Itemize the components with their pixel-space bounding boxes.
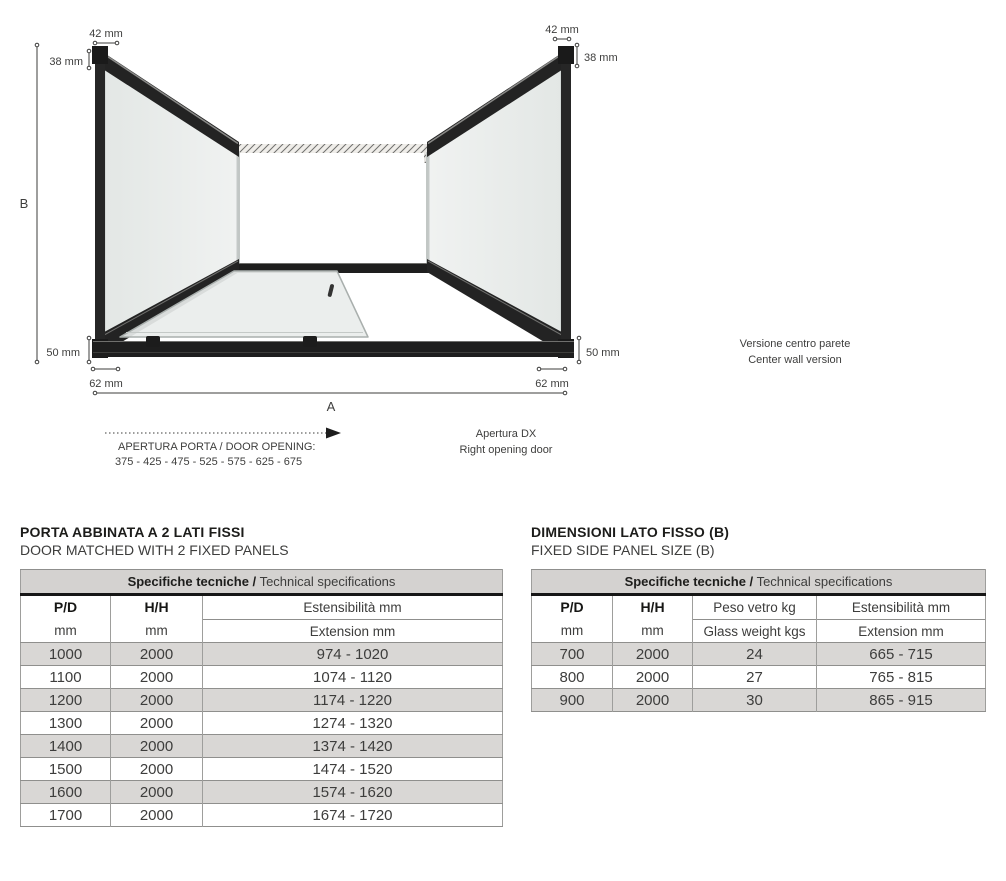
- col-header-glass-weight-it: Peso vetro kg: [713, 600, 796, 615]
- dim-label-50mm-bottom-right: 50 mm: [586, 347, 620, 359]
- cell-pd: 1500: [21, 758, 111, 781]
- dim-endpoint: [115, 41, 119, 45]
- dim-label-50mm-bottom-left: 50 mm: [46, 347, 80, 359]
- right-panel-top-bracket: [558, 46, 574, 64]
- table-row: [21, 643, 503, 666]
- right-section-title-it: DIMENSIONI LATO FISSO (B): [531, 524, 730, 540]
- col-header-pd-unit: mm: [560, 623, 584, 638]
- dim-endpoint: [87, 66, 91, 70]
- dim-42mm-right: [553, 37, 571, 41]
- cell-extension: 1174 - 1220: [203, 689, 503, 712]
- dim-label-62mm-bottom-left: 62 mm: [89, 378, 123, 390]
- spec-header-en: Technical specifications: [259, 574, 396, 589]
- col-header-extension-it: Estensibilità mm: [303, 600, 402, 615]
- dim-endpoint: [575, 64, 579, 68]
- col-header-extension: [203, 595, 503, 643]
- col-header-extension-en: Extension mm: [817, 619, 985, 642]
- dim-height-b: [35, 43, 39, 364]
- dim-endpoint: [567, 37, 571, 41]
- dim-50mm-left: [87, 336, 91, 364]
- cell-pd: 900: [532, 689, 613, 712]
- col-header-extension-it: Estensibilità mm: [851, 600, 951, 615]
- table-row: [532, 689, 986, 712]
- dim-42mm-left: [93, 41, 119, 45]
- dim-endpoint: [563, 391, 567, 395]
- right-fixed-panel: [427, 46, 574, 358]
- col-header-pd-unit: mm: [54, 623, 77, 638]
- arrow-head: [326, 428, 341, 439]
- dim-endpoint: [577, 360, 581, 364]
- col-header-extension: [817, 595, 986, 643]
- left-panel-top-bracket: [92, 46, 108, 64]
- table-row: [21, 689, 503, 712]
- spec-header-row: [532, 570, 986, 595]
- cell-pd: 1700: [21, 804, 111, 827]
- dim-endpoint: [563, 367, 567, 371]
- column-header-row: [21, 595, 503, 643]
- cell-extension: 974 - 1020: [203, 643, 503, 666]
- door-roller-right: [303, 336, 317, 347]
- dim-label-62mm-bottom-right: 62 mm: [535, 378, 569, 390]
- cell-extension: 1074 - 1120: [203, 666, 503, 689]
- table-row: [21, 758, 503, 781]
- dim-endpoint: [87, 49, 91, 53]
- spec-header-it: Specifiche tecniche /: [127, 574, 257, 589]
- col-header-pd-it: P/D: [53, 599, 78, 615]
- table-row: [21, 712, 503, 735]
- cell-pd: 1000: [21, 643, 111, 666]
- table-row: [532, 666, 986, 689]
- right-spec-table: [531, 569, 986, 712]
- dim-62mm-right: [537, 367, 567, 371]
- dim-endpoint: [93, 391, 97, 395]
- cell-hh: 2000: [613, 689, 693, 712]
- cell-extension: 1674 - 1720: [203, 804, 503, 827]
- cell-extension: 1474 - 1520: [203, 758, 503, 781]
- cell-pd: 1300: [21, 712, 111, 735]
- cell-extension: 765 - 815: [817, 666, 986, 689]
- fixed-side-panel-section: [531, 524, 986, 712]
- cell-glass-weight: 24: [693, 643, 817, 666]
- col-header-hh-unit: mm: [641, 623, 664, 638]
- table-row: [21, 781, 503, 804]
- door-with-panels-section: [20, 524, 503, 827]
- dim-endpoint: [577, 336, 581, 340]
- cell-extension: 1574 - 1620: [203, 781, 503, 804]
- door-opening-title: APERTURA PORTA / DOOR OPENING:: [118, 441, 316, 453]
- dim-50mm-right: [577, 336, 581, 364]
- dim-endpoint: [116, 367, 120, 371]
- spec-header-row: [21, 570, 503, 595]
- table-row: [21, 804, 503, 827]
- col-header-pd: [532, 595, 613, 643]
- dim-label-38mm-top-right: 38 mm: [584, 52, 618, 64]
- cell-glass-weight: 27: [693, 666, 817, 689]
- dim-38mm-left: [87, 49, 91, 70]
- wall-version-it: Versione centro parete: [739, 338, 851, 350]
- cell-pd: 1600: [21, 781, 111, 804]
- bottom-track: [93, 336, 574, 357]
- cell-extension: 1374 - 1420: [203, 735, 503, 758]
- spec-header-cell: [21, 570, 503, 595]
- dim-label-38mm-top-left: 38 mm: [49, 56, 83, 68]
- dim-62mm-left: [91, 367, 120, 371]
- dim-endpoint: [87, 360, 91, 364]
- cell-hh: 2000: [111, 712, 203, 735]
- cell-hh: 2000: [613, 643, 693, 666]
- left-section-title-en: DOOR MATCHED WITH 2 FIXED PANELS: [20, 542, 289, 558]
- door-opening-sizes: 375 - 425 - 475 - 525 - 575 - 625 - 675: [115, 456, 303, 468]
- table-row: [21, 735, 503, 758]
- cell-pd: 700: [532, 643, 613, 666]
- dim-endpoint: [87, 336, 91, 340]
- col-header-hh-unit: mm: [145, 623, 168, 638]
- wall-version-en: Center wall version: [748, 354, 842, 366]
- spec-header-cell: [532, 570, 986, 595]
- cell-pd: 1400: [21, 735, 111, 758]
- dim-endpoint: [35, 360, 39, 364]
- cell-hh: 2000: [111, 758, 203, 781]
- table-row: [21, 666, 503, 689]
- cell-pd: 1200: [21, 689, 111, 712]
- left-section-title-it: PORTA ABBINATA A 2 LATI FISSI: [20, 524, 245, 540]
- cell-extension: 1274 - 1320: [203, 712, 503, 735]
- col-header-glass-weight: [693, 595, 817, 643]
- right-panel-front-edge: [561, 47, 571, 358]
- cell-hh: 2000: [111, 689, 203, 712]
- cell-hh: 2000: [111, 781, 203, 804]
- dim-label-42mm-top-right: 42 mm: [545, 24, 579, 36]
- col-header-glass-weight-en: Glass weight kgs: [693, 619, 816, 642]
- column-header-row: [532, 595, 986, 643]
- cell-hh: 2000: [111, 643, 203, 666]
- dim-endpoint: [575, 43, 579, 47]
- left-spec-table: [20, 569, 503, 827]
- col-header-hh: [613, 595, 693, 643]
- col-header-hh: [111, 595, 203, 643]
- wall-hatch-center-lines: [239, 144, 427, 153]
- door-roller-left: [146, 336, 160, 347]
- cell-extension: 865 - 915: [817, 689, 986, 712]
- cell-pd: 800: [532, 666, 613, 689]
- bottom-track-bar: [93, 341, 574, 357]
- cell-hh: 2000: [111, 735, 203, 758]
- cell-glass-weight: 30: [693, 689, 817, 712]
- right-section-title-en: FIXED SIDE PANEL SIZE (B): [531, 542, 715, 558]
- table-row: [532, 643, 986, 666]
- dim-label-42mm-top-left: 42 mm: [89, 28, 123, 40]
- dim-endpoint: [35, 43, 39, 47]
- col-header-hh-it: H/H: [144, 599, 169, 615]
- col-header-extension-en: Extension mm: [203, 619, 502, 642]
- col-header-pd-it: P/D: [560, 599, 584, 615]
- spec-header-it: Specifiche tecniche /: [624, 574, 754, 589]
- dim-endpoint: [537, 367, 541, 371]
- col-header-hh-it: H/H: [640, 599, 665, 615]
- door-opening-arrow: [105, 428, 341, 439]
- dim-label-a: A: [326, 399, 336, 414]
- dim-endpoint: [91, 367, 95, 371]
- cell-hh: 2000: [111, 804, 203, 827]
- dim-width-a: [93, 391, 567, 395]
- dim-endpoint: [553, 37, 557, 41]
- cell-hh: 2000: [111, 666, 203, 689]
- col-header-pd: [21, 595, 111, 643]
- cell-pd: 1100: [21, 666, 111, 689]
- cell-hh: 2000: [613, 666, 693, 689]
- dim-label-b: B: [19, 196, 29, 211]
- opening-direction-en: Right opening door: [459, 444, 553, 456]
- opening-direction-it: Apertura DX: [475, 428, 537, 440]
- cell-extension: 665 - 715: [817, 643, 986, 666]
- dim-38mm-right: [575, 43, 579, 68]
- spec-header-en: Technical specifications: [756, 574, 893, 589]
- dim-endpoint: [93, 41, 97, 45]
- left-panel-front-edge: [95, 47, 105, 358]
